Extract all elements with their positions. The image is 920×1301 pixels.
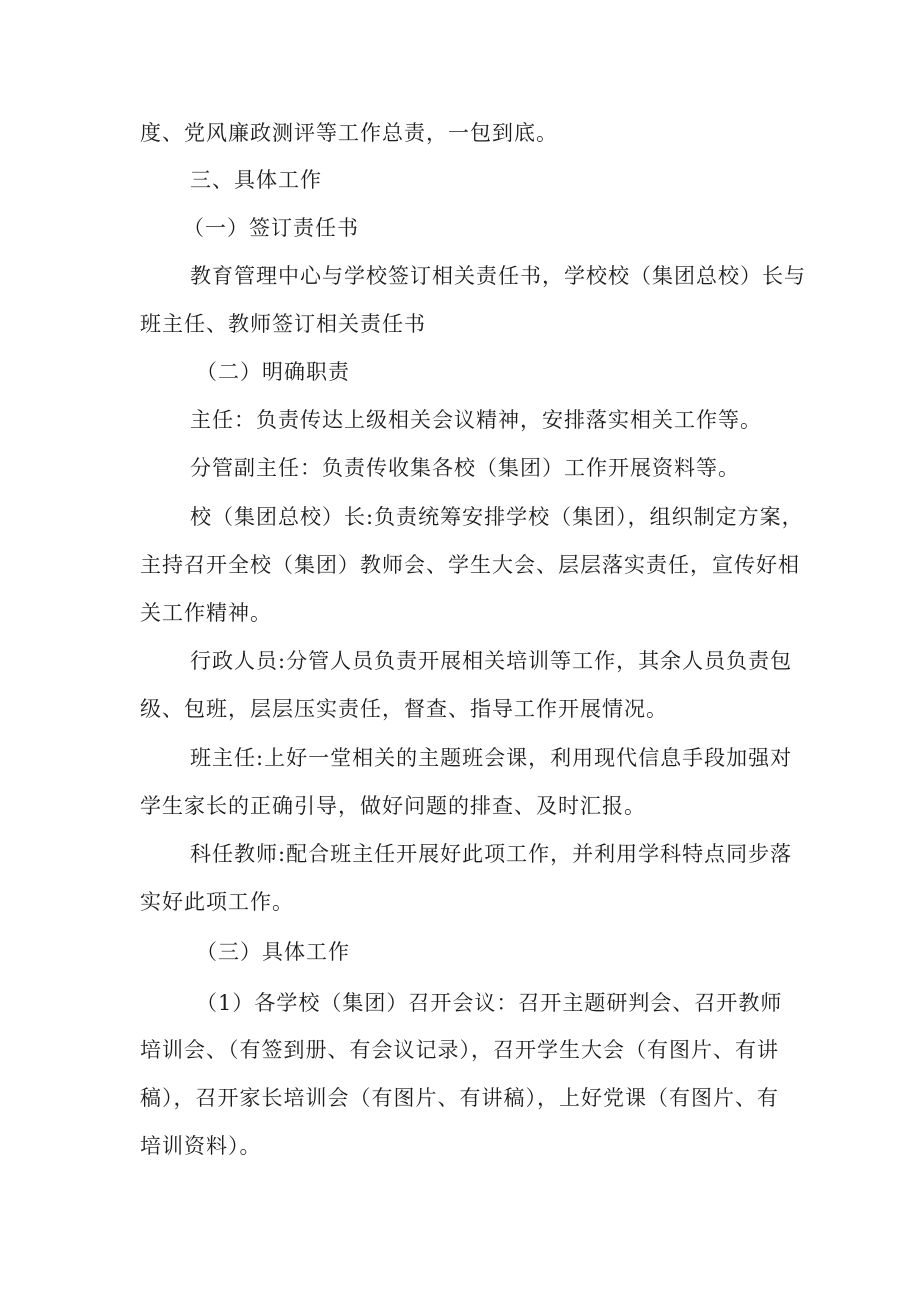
paragraph-line: 实好此项工作。 (140, 890, 294, 914)
section-heading: 三、具体工作 (190, 168, 322, 192)
paragraph-line: 级、包班，层层压实责任，督查、指导工作开展情况。 (140, 697, 668, 721)
paragraph-line: 校（集团总校）长:负责统筹安排学校（集团），组织制定方案， (190, 505, 804, 529)
paragraph-line: 班主任、教师签订相关责任书 (140, 312, 426, 336)
paragraph-line: 科任教师:配合班主任开展好此项工作，并利用学科特点同步落 (190, 842, 793, 866)
paragraph-line: 班主任:上好一堂相关的主题班会课，利用现代信息手段加强对 (190, 746, 793, 770)
paragraph-line: （1）各学校（集团）召开会议：召开主题研判会、召开教师 (196, 991, 783, 1015)
paragraph-line: 培训会、（有签到册、有会议记录），召开学生大会（有图片、有讲 (140, 1038, 779, 1062)
paragraph-line: 教育管理中心与学校签订相关责任书，学校校（集团总校）长与 (190, 264, 806, 288)
paragraph-line: 稿），召开家长培训会（有图片、有讲稿），上好党课（有图片、有 (140, 1086, 779, 1110)
subsection-heading: （一）签订责任书 (183, 216, 359, 240)
paragraph-line: 学生家长的正确引导，做好问题的排查、及时汇报。 (140, 794, 646, 818)
paragraph-line: 关工作精神。 (140, 601, 272, 625)
paragraph-line: 主任：负责传达上级相关会议精神，安排落实相关工作等。 (190, 408, 762, 432)
paragraph-line: 度、党风廉政测评等工作总责，一包到底。 (140, 121, 558, 145)
paragraph-line: 主持召开全校（集团）教师会、学生大会、层层落实责任，宣传好相 (140, 553, 800, 577)
subsection-heading: （二）明确职责 (196, 360, 350, 384)
paragraph-line: 培训资料）。 (140, 1134, 262, 1158)
paragraph-line: 行政人员:分管人员负责开展相关培训等工作，其余人员负责包 (190, 649, 793, 673)
paragraph-line: 分管副主任：负责传收集各校（集团）工作开展资料等。 (190, 456, 740, 480)
subsection-heading: （三）具体工作 (196, 940, 350, 964)
